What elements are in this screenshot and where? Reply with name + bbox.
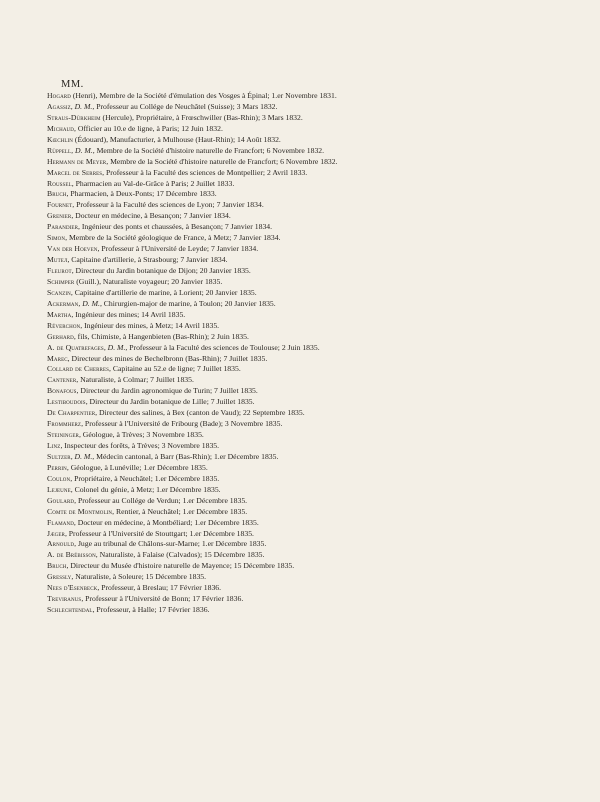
member-name: Collard de Cherres: [47, 364, 110, 374]
member-name: Cantener: [47, 375, 77, 385]
member-entry: [47, 124, 597, 135]
member-details: , Capitaine d'artillerie de marine, à Lorient; 20 Janvier 1835.: [70, 287, 257, 297]
member-name: Rüppell: [47, 145, 72, 155]
member-entry: [47, 452, 597, 463]
member-entry: [47, 485, 597, 496]
member-details: , Professeur au Collége de Neuchâtel (Suisse); 3 Mars 1832.: [92, 101, 278, 111]
member-details: , Professeur au Collége de Verdun; 1.er Décembre 1835.: [74, 495, 248, 505]
member-entry: [47, 200, 597, 211]
member-details: , Professeur, à Halle; 17 Février 1836.: [92, 605, 210, 615]
member-title: , D. M.: [70, 451, 93, 461]
member-details: , Médecin cantonal, à Barr (Bas-Rhin); 1.er Décembre 1835.: [92, 451, 279, 461]
member-details: , Chirurgien-major de marine, à Toulon; 20 Janvier 1835.: [99, 298, 276, 308]
member-details: , Naturaliste, à Falaise (Calvados); 15 Décembre 1835.: [95, 550, 265, 560]
member-entry: [47, 386, 597, 397]
member-details: (Guill.), Naturaliste voyageur; 20 Janvier 1835.: [74, 276, 223, 286]
member-entry: [47, 321, 597, 332]
member-details: , Géologue, à Lunéville; 1.er Décembre 1835.: [66, 462, 208, 472]
member-list: [47, 91, 597, 616]
member-details: , Capitaine d'artillerie, à Strasbourg; 7 Janvier 1834.: [67, 255, 228, 265]
member-entry: [47, 113, 597, 124]
member-entry: [47, 343, 597, 354]
member-details: , Colonel du génie, à Metz; 1.er Décembre 1835.: [70, 484, 221, 494]
member-name: Ackerman: [47, 298, 79, 308]
member-name: Bruch: [47, 561, 67, 571]
member-entry: [47, 419, 597, 430]
member-details: , Professeur à l'Université de Leyde; 7 Janvier 1834.: [97, 244, 259, 254]
member-entry: [47, 91, 597, 102]
member-name: Lejeune: [47, 484, 71, 494]
member-details: , Ingénieur des mines; 14 Avril 1835.: [71, 309, 186, 319]
member-name: Roussel: [47, 178, 72, 188]
member-name: Hermann de Meyer: [47, 156, 107, 166]
member-details: , Professeur à l'Université de Bonn; 17 Février 1836.: [81, 594, 244, 604]
member-entry: [47, 146, 597, 157]
member-name: Goulard: [47, 495, 75, 505]
member-entry: [47, 572, 597, 583]
member-name: Treviranus: [47, 594, 82, 604]
member-name: Comte de Montmolin: [47, 506, 113, 516]
member-name: Flamand: [47, 517, 74, 527]
member-name: A. de Quatrefages: [47, 342, 104, 352]
member-details: , Professeur à la Faculté des sciences de Montpellier; 2 Avril 1833.: [102, 167, 308, 177]
member-name: Grenier: [47, 211, 72, 221]
member-name: Fleurot: [47, 266, 72, 275]
member-details: , Docteur en médecine, à Besançon; 7 Janvier 1834.: [71, 211, 231, 221]
member-entry: [47, 430, 597, 441]
member-name: Van der Hoeven: [47, 244, 98, 254]
member-details: , Ingénieur des mines, à Metz; 14 Avril 1835.: [80, 320, 220, 330]
member-name: Gressly: [47, 572, 72, 582]
member-name: A. de Brébisson: [47, 550, 96, 560]
member-name: Réverchon: [47, 320, 81, 330]
member-details: , Géologue, à Trèves; 3 Novembre 1835.: [78, 430, 204, 440]
member-details: (Hercule), Propriétaire, à Frœschwiller (Bas-Rhin); 3 Mars 1832.: [100, 112, 303, 122]
member-title: , D. M.: [78, 298, 100, 308]
member-name: Jæger: [47, 528, 65, 538]
member-name: Fournet: [47, 200, 73, 210]
member-details: , Directeur des salines, à Bex (canton de Vaud); 22 Septembre 1835.: [95, 408, 305, 418]
members-heading: MM.: [61, 79, 84, 90]
member-name: Martha: [47, 309, 72, 319]
member-entry: [47, 375, 597, 386]
member-details: , Professeur à l'Université de Fribourg (Bade); 3 Novembre 1835.: [81, 419, 283, 429]
member-entry: [47, 507, 597, 518]
member-entry: [47, 168, 597, 179]
member-entry: [47, 605, 597, 616]
member-details: , Naturaliste, à Soleure; 15 Décembre 1835.: [71, 572, 207, 582]
member-entry: [47, 397, 597, 408]
member-details: , Ingénieur des ponts et chaussées, à Besançon; 7 Janvier 1834.: [78, 222, 273, 232]
member-entry: [47, 529, 597, 540]
member-details: , Directeur du Jardin agronomique de Turin; 7 Juillet 1835.: [76, 386, 258, 396]
member-entry: [47, 474, 597, 485]
member-name: Gerhard: [47, 331, 74, 341]
member-name: Muteл: [47, 255, 68, 265]
member-entry: [47, 441, 597, 452]
member-details: , Membre de la Société d'histoire naturelle de Francfort; 6 Novembre 1832.: [92, 145, 325, 155]
member-details: , Directeur du Musée d'histoire naturelle de Mayence; 15 Décembre 1835.: [66, 561, 295, 571]
member-name: Marec: [47, 353, 68, 363]
member-name: Steininger: [47, 430, 79, 440]
member-entry: [47, 364, 597, 375]
member-details: , Pharmacien au Val-de-Grâce à Paris; 2 Juillet 1833.: [71, 178, 235, 188]
member-name: Arnould: [47, 539, 75, 549]
member-entry: [47, 277, 597, 288]
member-entry: [47, 583, 597, 594]
member-entry: [47, 539, 597, 550]
member-name: Bonafous: [47, 386, 77, 396]
member-entry: [47, 332, 597, 343]
member-name: Parandier: [47, 222, 79, 232]
member-entry: [47, 594, 597, 605]
member-title: , D. M.: [103, 342, 126, 352]
member-details: , Propriétaire, à Neuchâtel; 1.er Décembre 1835.: [70, 473, 220, 483]
member-name: Frommherz: [47, 419, 82, 429]
member-entry: [47, 222, 597, 233]
member-name: Kœchlin: [47, 134, 73, 144]
member-details: , Professeur à l'Université de Stouttgart; 1.er Décembre 1835.: [64, 528, 254, 538]
member-name: Linz: [47, 441, 61, 450]
member-details: , Professeur, à Breslau; 17 Février 1836.: [97, 583, 222, 593]
member-entry: [47, 550, 597, 561]
member-entry: [47, 135, 597, 146]
member-entry: [47, 189, 597, 200]
member-entry: [47, 299, 597, 310]
member-details: , Directeur des mines de Bechelbronn (Bas-Rhin); 7 Juillet 1835.: [67, 353, 268, 363]
member-details: , Membre de la Société d'histoire naturelle de Francfort; 6 Novembre 1832.: [106, 156, 338, 166]
member-details: , Juge au tribunal de Châlons-sur-Marne; 1.er Décembre 1835.: [74, 539, 267, 549]
member-name: Michaud: [47, 123, 74, 133]
member-entry: [47, 496, 597, 507]
member-entry: [47, 266, 597, 277]
member-name: Lestiboudois: [47, 397, 86, 407]
member-details: , Professeur à la Faculté des sciences de Toulouse; 2 Juin 1835.: [125, 342, 320, 352]
member-entry: [47, 157, 597, 168]
member-details: , Inspecteur des forêts, à Trèves; 3 Novembre 1835.: [60, 441, 220, 450]
member-name: Marcel de Serres: [47, 167, 103, 177]
member-entry: [47, 408, 597, 419]
member-name: Straus-Dürkheim: [47, 112, 101, 122]
member-name: Simon: [47, 233, 66, 243]
member-name: Perrin: [47, 462, 67, 472]
member-details: , Pharmacien, à Deux-Ponts; 17 Décembre 1833.: [66, 189, 217, 199]
member-entry: [47, 518, 597, 529]
member-entry: [47, 463, 597, 474]
member-details: , Directeur du Jardin botanique de Lille; 7 Juillet 1835.: [85, 397, 255, 407]
member-name: Sultzer: [47, 451, 71, 461]
member-details: , fils, Chimiste, à Hangenbieten (Bas-Rhin); 2 Juin 1835.: [73, 331, 249, 341]
member-details: , Professeur à la Faculté des sciences de Lyon; 7 Janvier 1834.: [72, 200, 264, 210]
member-entry: [47, 255, 597, 266]
member-entry: [47, 288, 597, 299]
member-entry: [47, 233, 597, 244]
member-details: , Directeur du Jardin botanique de Dijon; 20 Janvier 1835.: [71, 266, 251, 275]
member-details: , Membre de la Société géologique de France, à Metz; 7 Janvier 1834.: [65, 233, 281, 243]
member-name: Schimper: [47, 276, 75, 286]
member-details: , Capitaine au 52.e de ligne; 7 Juillet 1835.: [109, 364, 241, 374]
member-entry: [47, 561, 597, 572]
member-entry: [47, 354, 597, 365]
member-name: Scanzin: [47, 287, 71, 297]
member-details: , Officier au 10.e de ligne, à Paris; 12 Juin 1832.: [73, 123, 223, 133]
member-details: (Édouard), Manufacturier, à Mulhouse (Haut-Rhin); 14 Août 1832.: [72, 134, 281, 144]
member-entry: [47, 102, 597, 113]
member-name: De Charpentier: [47, 408, 96, 418]
member-name: Agassiz: [47, 101, 71, 111]
member-entry: [47, 211, 597, 222]
member-name: Nees d'Esenbeck: [47, 583, 98, 593]
member-details: , Naturaliste, à Colmar; 7 Juillet 1835.: [76, 375, 194, 385]
member-details: , Rentier, à Neuchâtel; 1.er Décembre 1835.: [112, 506, 248, 516]
member-title: , D. M.: [71, 145, 93, 155]
member-name: Hogard: [47, 91, 71, 100]
member-details: (Henri), Membre de la Société d'émulation des Vosges à Épinal; 1.er Novembre 1831.: [70, 91, 337, 100]
member-entry: [47, 179, 597, 190]
member-entry: [47, 310, 597, 321]
member-title: , D. M.: [70, 101, 93, 111]
member-name: Bruch: [47, 189, 67, 199]
member-details: , Docteur en médecine, à Montbéliard; 1.er Décembre 1835.: [73, 517, 259, 527]
member-name: Coulon: [47, 473, 71, 483]
member-name: Schlechtendal: [47, 605, 93, 615]
member-entry: [47, 244, 597, 255]
